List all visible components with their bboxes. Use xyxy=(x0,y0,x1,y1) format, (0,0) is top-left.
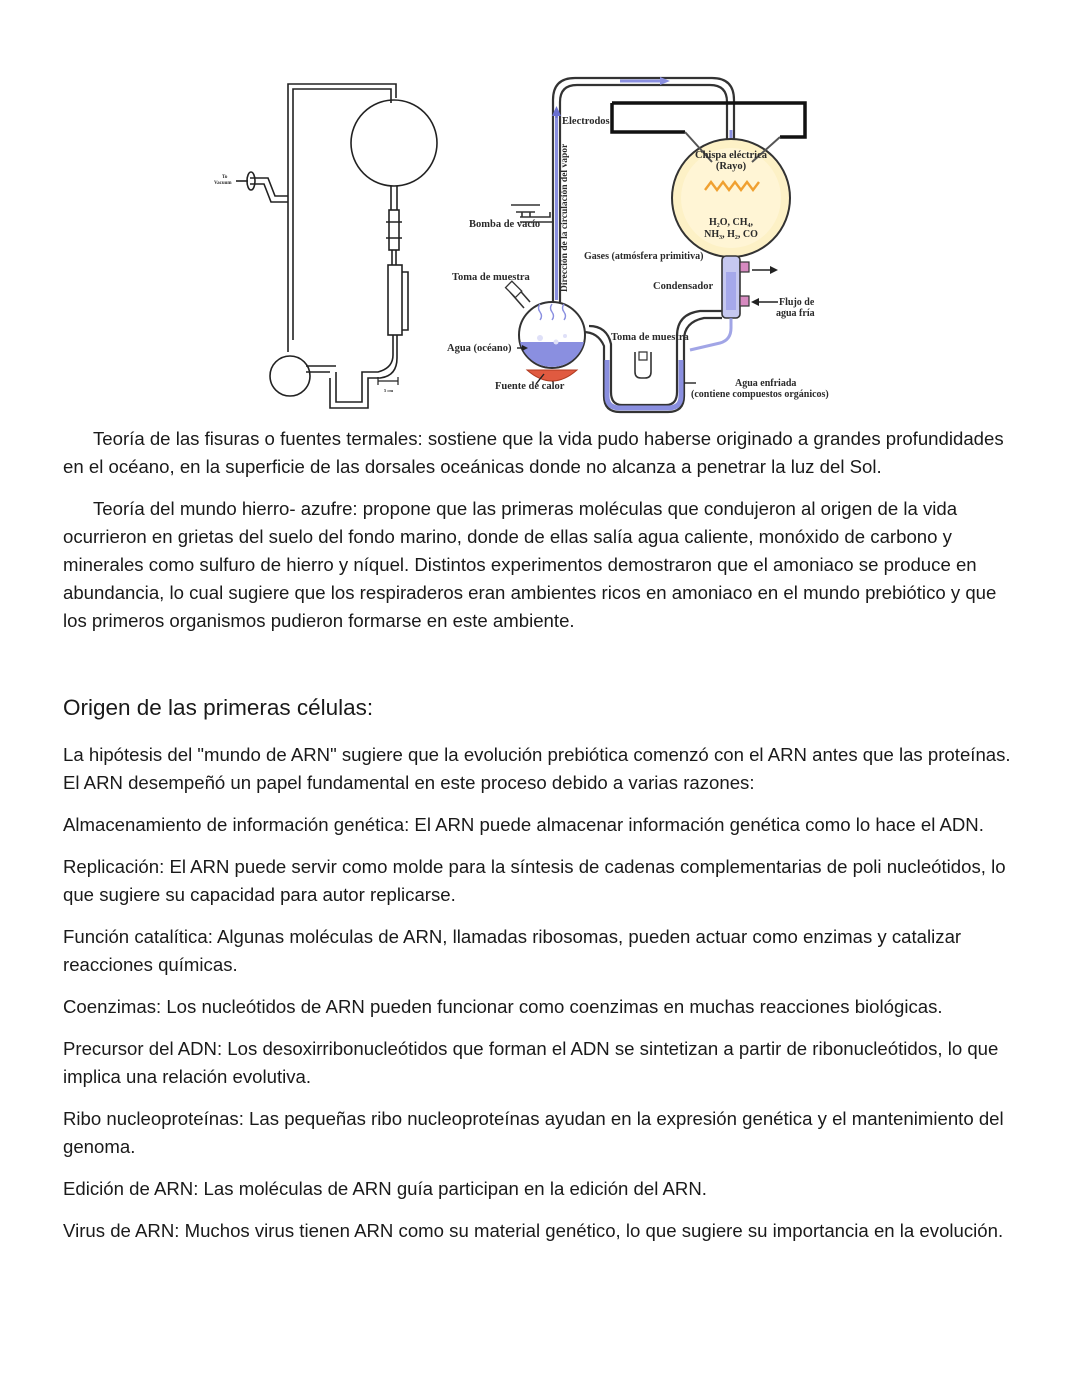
spark-label-1: Chispa eléctrica xyxy=(694,150,768,161)
cold-water-label-2: agua fría xyxy=(776,308,815,319)
condenser-label: Condensador xyxy=(653,281,714,292)
vapor-direction-label: Dirección de la circulación del vapor xyxy=(560,143,570,292)
spark-label-2: (Rayo) xyxy=(715,161,747,172)
rna-item-catalytic: Función catalítica: Algunas moléculas de ARN, llamadas ribosomas, pueden actuar como enzimas y catalizar reacciones químicas. xyxy=(63,926,962,975)
iron-sulfur-theory-paragraph: Teoría del mundo hierro- azufre: propone que las primeras moléculas que condujeron al origen de la vida ocurrieron en grietas del suelo del fondo marino, donde de ellas salía agua caliente, monóxido de carbono y minerales como sulfuro de hierro y níquel. Distintos experimentos demostraron que el amoniaco se produce en abundancia, lo cual sugiere que los respiraderos eran ambientes ricos en amoniaco en el mundo prebiótico y que los primeros organismos pudieron formarse en este ambiente. xyxy=(63,498,997,631)
rna-item-dna-precursor: Precursor del ADN: Los desoxirribonucleótidos que forman el ADN se sintetizan a partir de ribonucleótidos, lo que implica una relación evolutiva. xyxy=(63,1038,999,1087)
rna-item-editing: Edición de ARN: Las moléculas de ARN guía participan en la edición del ARN. xyxy=(63,1178,707,1199)
miller-urey-apparatus xyxy=(506,77,805,412)
rna-world-list xyxy=(63,741,1023,1245)
sample-bottom-label: Toma de muestra xyxy=(611,332,689,343)
water-ocean-label: Agua (océano) xyxy=(447,343,512,354)
sample-left-label: Toma de muestra xyxy=(452,272,530,283)
electrodes-label: Electrodos xyxy=(562,116,610,127)
rna-item-viruses: Virus de ARN: Muchos virus tienen ARN como su material genético, lo que sugiere su importancia en la evolución. xyxy=(63,1220,1004,1241)
rna-item-coenzymes: Coenzimas: Los nucleótidos de ARN pueden funcionar como coenzimas en muchas reacciones biológicas. xyxy=(63,996,943,1017)
rna-intro-paragraph: La hipótesis del "mundo de ARN" sugiere que la evolución prebiótica comenzó con el ARN antes que las proteínas. El ARN desempeñó un papel fundamental en este proceso debido a varias razones: xyxy=(63,744,1011,793)
rna-item-ribonucleoproteins: Ribo nucleoproteínas: Las pequeñas ribo nucleoproteínas ayudan en la expresión genética y el mantenimiento del genoma. xyxy=(63,1108,1004,1157)
gases-formula-1: H₂O, CH₄, xyxy=(708,217,754,228)
hydrothermal-theory-paragraph: Teoría de las fisuras o fuentes termales: sostiene que la vida pudo haberse originado a grandes profundidades en el océano, en la superficie de las dorsales oceánicas donde no alcanza a penetrar la luz del Sol. xyxy=(63,428,1004,477)
to-vacuum-label-2: Vacuum xyxy=(214,181,232,186)
cold-water-label-1: Flujo de xyxy=(779,297,815,308)
cooled-water-label-2: (contiene compuestos orgánicos) xyxy=(691,389,829,400)
cooled-water-label-1: Agua enfriada xyxy=(735,378,797,389)
gases-formula-2: NH₃, H₂, CO xyxy=(704,229,758,240)
gases-label: Gases (atmósfera primitiva) xyxy=(584,251,704,262)
to-vacuum-label-1: To xyxy=(222,175,228,180)
original-apparatus-drawing xyxy=(236,84,437,408)
scale-bar-label: 5 cm xyxy=(384,388,394,393)
vacuum-pump-label: Bomba de vacío xyxy=(469,219,541,230)
section-heading: Origen de las primeras células: xyxy=(63,695,374,720)
miller-urey-figure xyxy=(0,0,1080,425)
rna-item-replication: Replicación: El ARN puede servir como molde para la síntesis de cadenas complementarias de poli nucleótidos, lo que sugiere su capacidad para autor replicarse. xyxy=(63,856,1006,905)
heat-source-label: Fuente de calor xyxy=(495,381,565,392)
document-body xyxy=(63,425,1023,1259)
rna-item-storage: Almacenamiento de información genética: El ARN puede almacenar información genética como lo hace el ADN. xyxy=(63,814,984,835)
